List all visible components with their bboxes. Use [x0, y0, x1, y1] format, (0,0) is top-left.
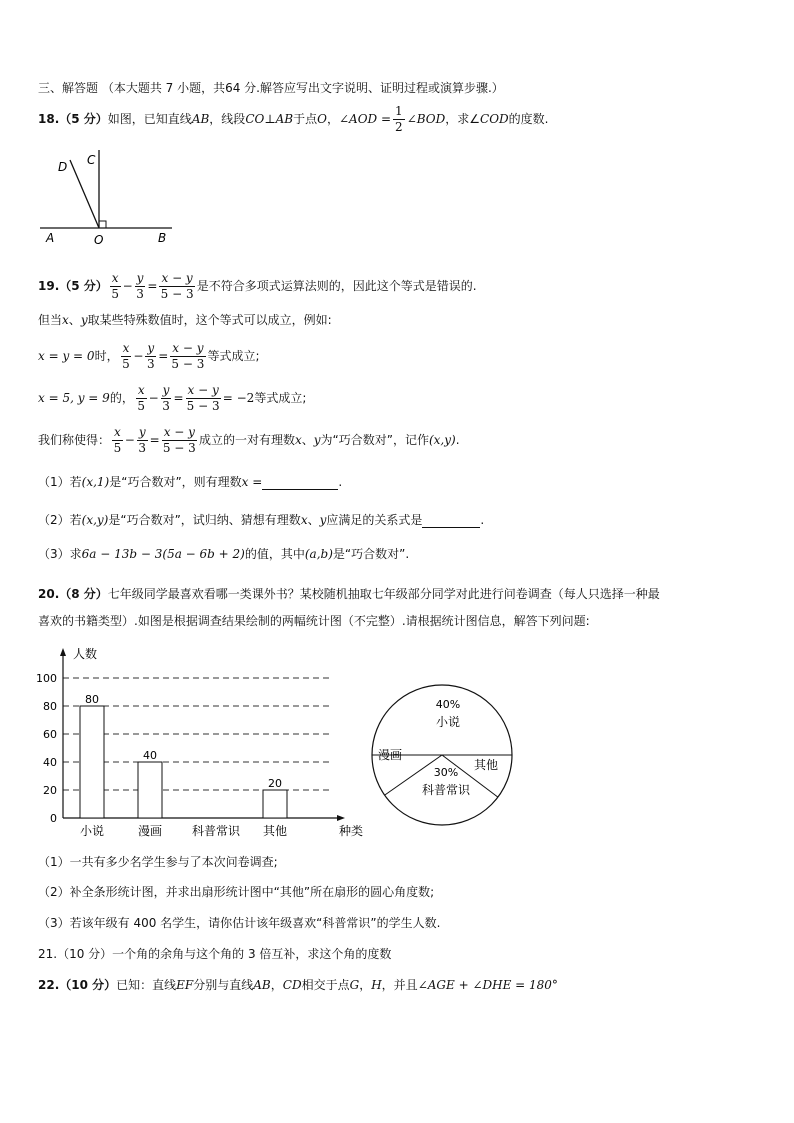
q20-p3-text: （3）若该年级有 400 名学生，请你估计该年级喜欢“科普常识”的学生人数.: [38, 916, 441, 930]
q22-point-h: H: [371, 978, 382, 992]
q18-angle-cod: COD: [480, 112, 509, 126]
q19-p2-text-c: 应满足的关系式是: [326, 513, 423, 527]
q20-text-2: 喜欢的书籍类型）.如图是根据调查结果绘制的两幅统计图（不完整）.请根据统计图信息，解答下列问题:: [38, 614, 590, 628]
q19-l5-text-b: 成立的一对有理数: [198, 433, 295, 447]
q18-label-c: C: [87, 153, 96, 167]
q18-point-o: O: [317, 112, 327, 126]
q19-text-1: 是不符合多项式运算法则的，因此这个等式是错误的.: [196, 279, 477, 293]
q19-l3-text-a: 时，: [94, 349, 119, 363]
q19-fraction-y3: $\frac{y}{3}$: [136, 271, 144, 301]
bar-category-label-1: 漫画: [137, 824, 163, 838]
bar-3: [263, 790, 287, 818]
q18-segment-od: [70, 160, 99, 228]
bar-ytick-label-100: 100: [36, 672, 57, 685]
section-heading: [38, 80, 504, 96]
q19-number: 19.（5 分）: [38, 279, 108, 293]
q19-p1-answer-blank[interactable]: [262, 477, 338, 490]
q20-part-2: [38, 884, 434, 900]
q18-label-o: O: [94, 233, 104, 247]
q22-line-ab: AB: [253, 978, 271, 992]
q19-part-2: （2）若(x,y)是“巧合数对”，试归纳、猜想有理数x、y应满足的关系式是 .: [38, 513, 485, 527]
bar-ytick-label-40: 40: [43, 756, 57, 769]
q20-text-1: 七年级同学最喜欢看哪一类课外书？某校随机抽取七年级部分同学对此进行问卷调查（每人只选择一种最: [107, 587, 660, 601]
bar-0: [80, 706, 104, 818]
q19-l3-cond: x = y = 0: [38, 349, 95, 363]
q19-p1-eq: x =: [241, 475, 263, 489]
q19-p3-label: （3）求: [38, 547, 82, 561]
q18-right-angle-mark: [99, 221, 106, 228]
q19-part-1: （1）若(x,1)是“巧合数对”，则有理数x = .: [38, 475, 343, 489]
bar-1: [138, 762, 162, 818]
q19-p1-text: 是“巧合数对”，则有理数: [109, 475, 242, 489]
q19-l4-cond: x = 5, y = 9: [38, 391, 110, 405]
bar-x-axis-arrow: [337, 815, 345, 821]
q18-text-6: 的度数.: [508, 112, 549, 126]
q22-point-g: G: [349, 978, 360, 992]
bar-ytick-label-60: 60: [43, 728, 57, 741]
q19-p3-expression: 6a − 13b − 3(5a − 6b + 2): [81, 547, 245, 561]
q20-stem-line-1: [38, 586, 660, 602]
q19-line-3: x = y = 0时， $\frac{x}{5}$ − $\frac{y}{3}$ = $\frac{x - y}{5 - 3}$ 等式成立;: [38, 341, 260, 371]
bar-data-label-0: 80: [85, 693, 99, 706]
q19-l3-frac-1: $\frac{x}{5}$: [122, 341, 130, 371]
bar-data-label-3: 20: [268, 777, 282, 790]
q20-p2-text: （2）补全条形统计图，并求出扇形统计图中“其他”所在扇形的圆心角度数;: [38, 885, 435, 899]
q18-label-b: B: [158, 231, 167, 245]
q19-l4-text-a: 的，: [109, 391, 134, 405]
q19-fraction-x5: $\frac{x}{5}$: [111, 271, 119, 301]
bar-category-label-0: 小说: [79, 824, 105, 838]
q20-number: 20.（8 分）: [38, 587, 108, 601]
q20-stem-line-2: [38, 613, 590, 629]
q18-line-ab: AB: [191, 112, 210, 126]
q19-l4-eq: = −2: [222, 391, 255, 405]
bar-ytick-label-80: 80: [43, 700, 57, 713]
q20-bar-chart: [30, 640, 364, 845]
section-heading-text: 三、解答题 （本大题共 7 小题，共64 分.解答应写出文字说明、证明过程或演算步骤.）: [38, 81, 504, 95]
q19-l2-text-a: 但当: [38, 313, 63, 327]
q19-p3-pair: (a,b): [304, 547, 333, 561]
bar-ytick-label-20: 20: [43, 784, 57, 797]
pie-slice-label-2: 科普常识: [421, 783, 471, 797]
q19-p1-pair: (x,1): [81, 475, 110, 489]
q18-fraction-half: $\frac{1}{2}$: [395, 104, 403, 134]
pie-slice-label-1: 漫画: [377, 748, 403, 762]
q19-sep: 、: [68, 313, 81, 327]
pie-percent-label-0: 40%: [435, 698, 461, 711]
q19-p2-answer-blank[interactable]: [422, 515, 480, 528]
bar-x-axis-label: 种类: [339, 824, 364, 838]
q18-stem: [38, 104, 548, 135]
q19-l3-frac-2: $\frac{y}{3}$: [146, 341, 155, 371]
q22-condition: ∠AGE + ∠DHE = 180°: [417, 978, 558, 992]
q18-text-5: ，求∠: [445, 112, 481, 126]
q19-p3-text: 的值，其中: [244, 547, 305, 561]
q18-figure: [38, 148, 178, 248]
q19-l5-var-y: y: [313, 433, 321, 447]
q19-p2-label: （2）若: [38, 513, 82, 527]
q18-text-1: 如图，已知直线: [107, 112, 192, 126]
q18-perp: CO⊥AB: [245, 112, 294, 126]
q21-stem: [38, 946, 391, 962]
q19-l5-text-a: 我们称使得：: [38, 433, 111, 447]
q18-text-3: 于点: [293, 112, 318, 126]
bar-data-label-1: 40: [143, 749, 157, 762]
q20-part-1: [38, 854, 278, 870]
q19-part-3: [38, 546, 409, 562]
q18-number: 18.（5 分）: [38, 112, 108, 126]
bar-y-axis-label: 人数: [73, 647, 98, 661]
pie-slice-label-0: 小说: [435, 715, 461, 729]
q19-l3-text-b: 等式成立;: [207, 349, 260, 363]
q19-l5-frac-3: $\frac{x - y}{5 - 3}$: [162, 425, 196, 455]
q20-p1-text: （1）一共有多少名学生参与了本次问卷调查;: [38, 855, 278, 869]
q19-l5-pair: (x,y): [428, 433, 456, 447]
q19-line-4: x = 5, y = 9的， $\frac{x}{5}$ − $\frac{y}{3}$ = $\frac{x - y}{5 - 3}$ = −2等式成立;: [38, 383, 307, 413]
q19-fraction-xy: $\frac{x - y}{5 - 3}$: [160, 271, 194, 301]
q18-text-4: ，: [326, 112, 339, 126]
q19-l5-frac-2: $\frac{y}{3}$: [138, 425, 147, 455]
q19-line-5: 我们称使得： $\frac{x}{5}$ − $\frac{y}{3}$ = $\frac{x - y}{5 - 3}$ 成立的一对有理数x、y为“巧合数对”，记作(x,y).: [38, 425, 460, 455]
q19-line-2: [38, 312, 332, 328]
q19-l3-frac-3: $\frac{x - y}{5 - 3}$: [171, 341, 205, 371]
q19-l4-frac-3: $\frac{x - y}{5 - 3}$: [186, 383, 220, 413]
q18-text-2: ，线段: [209, 112, 246, 126]
q22-stem: 22.（10 分）已知：直线EF分别与直线AB，CD相交于点G，H，并且∠AGE + ∠DHE = 180°: [38, 978, 558, 992]
q19-l4-text-b: 等式成立;: [254, 391, 307, 405]
q19-var-x: x: [62, 313, 69, 327]
q22-number: 22.（10 分）: [38, 978, 117, 992]
q19-stem: 19.（5 分） $\frac{x}{5}$ − $\frac{y}{3}$ = $\frac{x - y}{5 - 3}$ 是不符合多项式运算法则的，因此这个等式是错误的.: [38, 271, 477, 301]
pie-slice-label-3: 其他: [473, 758, 499, 772]
bar-ytick-label-0: 0: [50, 812, 57, 825]
q19-p3-text-c: 是“巧合数对”.: [332, 547, 410, 561]
q22-line-cd: CD: [282, 978, 302, 992]
q19-l5-text-c: 为“巧合数对”，记作: [320, 433, 429, 447]
q19-var-y: y: [80, 313, 88, 327]
bar-category-label-3: 其他: [262, 824, 288, 838]
q19-p1-label: （1）若: [38, 475, 82, 489]
bar-y-axis-arrow: [60, 648, 66, 656]
pie-percent-label-2: 30%: [433, 766, 459, 779]
q20-pie-chart: [360, 680, 530, 830]
q19-p2-pair: (x,y): [81, 513, 109, 527]
q19-p2-text: 是“巧合数对”，试归纳、猜想有理数: [108, 513, 301, 527]
q18-angle-aod: ∠AOD =: [338, 112, 392, 126]
q20-part-3: [38, 915, 440, 931]
q22-line-ef: EF: [176, 978, 194, 992]
q19-l4-frac-1: $\frac{x}{5}$: [137, 383, 146, 413]
q18-label-a: A: [46, 231, 55, 245]
q19-l2-text-b: 取某些特殊数值时，这个等式可以成立，例如:: [87, 313, 332, 327]
q21-text: 21.（10 分）一个角的余角与这个角的 3 倍互补，求这个角的度数: [38, 947, 392, 961]
bar-category-label-2: 科普常识: [191, 824, 241, 838]
q18-label-d: D: [58, 160, 68, 174]
q19-l4-frac-2: $\frac{y}{3}$: [162, 383, 170, 413]
q19-l5-frac-1: $\frac{x}{5}$: [113, 425, 122, 455]
q19-l5-var-x: x: [294, 433, 302, 447]
q18-angle-bod: ∠BOD: [406, 112, 446, 126]
